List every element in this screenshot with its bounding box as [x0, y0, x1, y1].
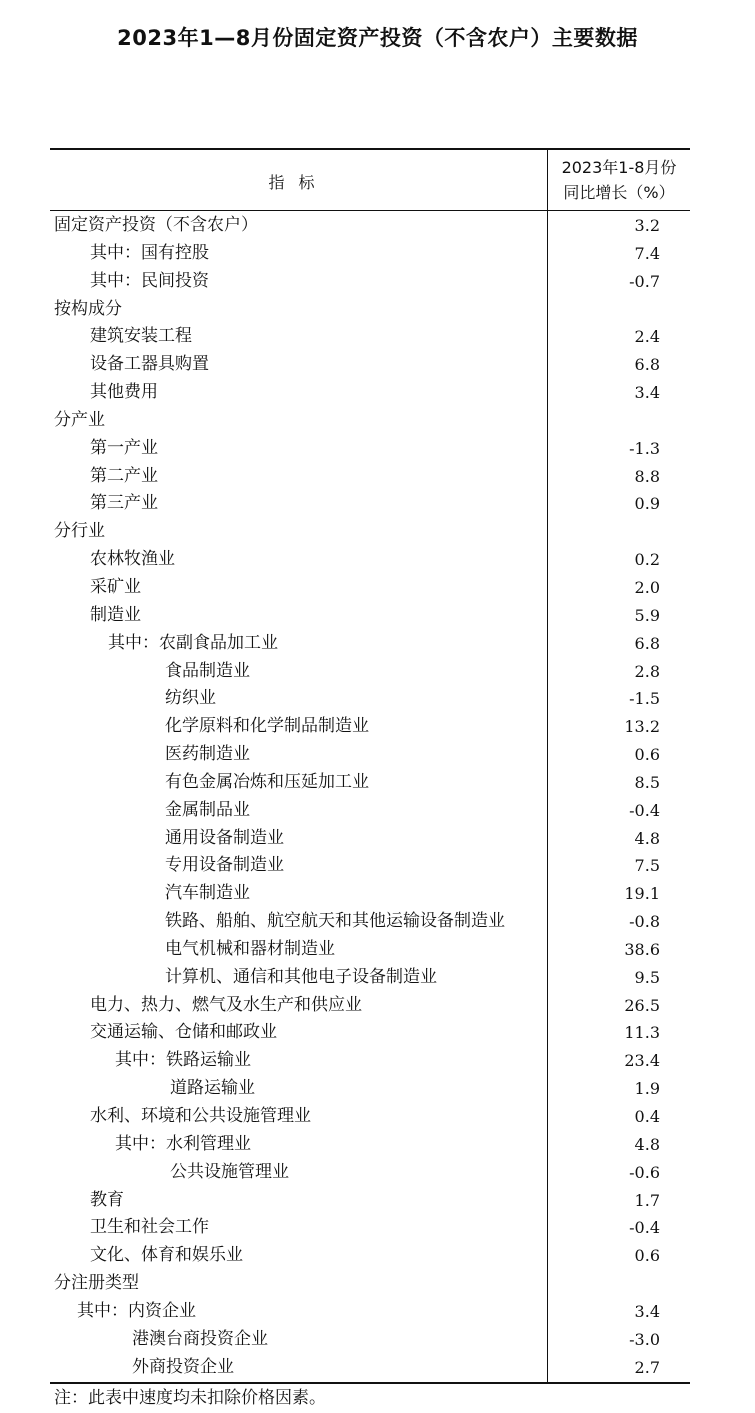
table-row — [50, 602, 690, 630]
row-value: 2.4 — [634, 327, 660, 347]
table-row — [50, 685, 690, 713]
row-value: -0.7 — [629, 271, 660, 291]
table-row — [50, 1298, 690, 1326]
table-row — [50, 908, 690, 936]
row-label: 教育 — [90, 1189, 124, 1210]
row-label: 分注册类型 — [54, 1273, 139, 1294]
row-label: 按构成分 — [54, 298, 122, 319]
row-label: 港澳台商投资企业 — [132, 1328, 268, 1349]
row-value: 13.2 — [624, 717, 660, 737]
row-value: 3.4 — [634, 1301, 660, 1321]
table-row — [50, 407, 690, 435]
row-label: 专用设备制造业 — [165, 855, 284, 876]
table-row — [50, 769, 690, 797]
table-row — [50, 1047, 690, 1075]
row-value: 0.4 — [634, 1107, 660, 1126]
row-value: 4.8 — [634, 828, 660, 848]
row-value: 5.9 — [634, 605, 660, 625]
row-value: -1.5 — [629, 689, 660, 709]
row-value: 6.8 — [634, 355, 660, 375]
footnote: 注：此表中速度均未扣除价格因素。 — [54, 1388, 326, 1408]
row-label: 纺织业 — [165, 688, 216, 709]
row-value: 38.6 — [624, 939, 660, 959]
row-value: 2.0 — [634, 577, 660, 597]
row-label: 食品制造业 — [165, 660, 250, 681]
row-label: 铁路、船舶、航空航天和其他运输设备制造业 — [165, 911, 505, 932]
data-table — [50, 148, 690, 1384]
row-label: 第三产业 — [90, 493, 158, 514]
table-row — [50, 825, 690, 853]
row-label: 电力、热力、燃气及水生产和供应业 — [90, 994, 362, 1015]
table-row — [50, 936, 690, 964]
table-row — [50, 741, 690, 769]
row-value: 9.5 — [634, 967, 660, 987]
table-row — [50, 1326, 690, 1354]
row-label: 文化、体育和娱乐业 — [90, 1245, 243, 1266]
row-label: 固定资产投资（不含农户） — [54, 215, 258, 235]
row-value: 0.6 — [634, 1246, 660, 1266]
row-label: 分产业 — [54, 409, 105, 430]
row-label: 电气机械和器材制造业 — [165, 938, 335, 959]
table-row — [50, 351, 690, 379]
row-value: 8.5 — [634, 772, 660, 792]
table-row — [50, 713, 690, 741]
table-header — [50, 150, 690, 211]
table-row — [50, 964, 690, 992]
row-value: 3.4 — [634, 383, 660, 403]
row-value: 7.4 — [634, 243, 660, 263]
row-value: 6.8 — [634, 633, 660, 653]
table-row — [50, 379, 690, 407]
row-value: -1.3 — [629, 438, 660, 458]
table-row — [50, 797, 690, 825]
row-label: 道路运输业 — [170, 1078, 255, 1099]
table-row — [50, 1019, 690, 1047]
row-label: 农林牧渔业 — [90, 549, 175, 570]
row-label: 通用设备制造业 — [165, 827, 284, 848]
row-label: 汽车制造业 — [165, 883, 250, 904]
row-label: 其中：内资企业 — [77, 1300, 196, 1321]
row-label: 其中：铁路运输业 — [115, 1050, 251, 1071]
row-label: 医药制造业 — [165, 744, 250, 765]
table-row — [50, 1214, 690, 1242]
row-label: 建筑安装工程 — [90, 326, 192, 347]
row-label: 采矿业 — [90, 576, 141, 597]
row-value: 1.7 — [634, 1190, 660, 1210]
table-row — [50, 1270, 690, 1298]
row-value: 11.3 — [624, 1023, 660, 1043]
row-value: -0.6 — [629, 1162, 660, 1182]
table-row — [50, 630, 690, 658]
row-label: 分行业 — [54, 521, 105, 542]
row-label: 水利、环境和公共设施管理业 — [90, 1106, 311, 1126]
row-value: -0.8 — [629, 912, 660, 932]
table-row — [50, 1159, 690, 1187]
table-row — [50, 852, 690, 880]
table-row — [50, 658, 690, 686]
table-row — [50, 490, 690, 518]
row-label: 其他费用 — [90, 382, 158, 403]
row-value: -0.4 — [629, 1218, 660, 1238]
row-label: 其中：水利管理业 — [115, 1133, 251, 1154]
row-label: 公共设施管理业 — [170, 1161, 289, 1182]
table-row — [50, 296, 690, 324]
growth-header-line1: 2023年1-8月份 — [561, 158, 677, 177]
table-row — [50, 1131, 690, 1159]
row-value: 2.7 — [634, 1357, 660, 1377]
row-value: 7.5 — [634, 856, 660, 876]
page-title: 2023年1—8月份固定资产投资（不含农户）主要数据 — [117, 26, 638, 50]
table-body — [50, 211, 690, 1382]
table-row — [50, 546, 690, 574]
row-value: 0.2 — [634, 550, 660, 570]
table-row — [50, 1075, 690, 1103]
table-row — [50, 1103, 690, 1131]
growth-header — [548, 155, 690, 205]
row-label: 计算机、通信和其他电子设备制造业 — [165, 966, 437, 987]
growth-header-line2: 同比增长（%） — [563, 183, 675, 202]
row-label: 有色金属冶炼和压延加工业 — [165, 771, 369, 792]
row-label: 卫生和社会工作 — [90, 1217, 209, 1238]
row-value: 3.2 — [634, 216, 660, 235]
row-label: 金属制品业 — [165, 799, 250, 820]
table-row — [50, 518, 690, 546]
table-row — [50, 240, 690, 268]
table-row — [50, 574, 690, 602]
table-row — [50, 268, 690, 296]
row-value: 26.5 — [624, 995, 660, 1015]
row-value: -3.0 — [629, 1329, 660, 1349]
row-label: 外商投资企业 — [132, 1356, 234, 1377]
row-label: 设备工器具购置 — [90, 354, 209, 375]
row-label: 化学原料和化学制品制造业 — [165, 716, 369, 737]
row-value: 0.9 — [634, 494, 660, 514]
row-value: 0.6 — [634, 745, 660, 765]
row-label: 第二产业 — [90, 465, 158, 486]
table-row — [50, 212, 690, 240]
table-row — [50, 880, 690, 908]
indicator-header: 指标 — [268, 173, 329, 192]
row-label: 其中：农副食品加工业 — [108, 632, 278, 653]
row-label: 其中：民间投资 — [90, 270, 209, 291]
row-value: 19.1 — [624, 884, 660, 904]
row-label: 第一产业 — [90, 437, 158, 458]
table-row — [50, 1242, 690, 1270]
row-value: 8.8 — [634, 466, 660, 486]
table-row — [50, 992, 690, 1020]
row-label: 交通运输、仓储和邮政业 — [90, 1022, 277, 1043]
table-row — [50, 1354, 690, 1382]
table-row — [50, 435, 690, 463]
row-label: 制造业 — [90, 604, 141, 625]
row-value: 4.8 — [634, 1134, 660, 1154]
row-value: 1.9 — [634, 1079, 660, 1099]
table-row — [50, 463, 690, 491]
row-label: 其中：国有控股 — [90, 242, 209, 263]
table-row — [50, 323, 690, 351]
row-value: -0.4 — [629, 800, 660, 820]
table-row — [50, 1187, 690, 1215]
row-value: 2.8 — [634, 661, 660, 681]
row-value: 23.4 — [624, 1051, 660, 1071]
